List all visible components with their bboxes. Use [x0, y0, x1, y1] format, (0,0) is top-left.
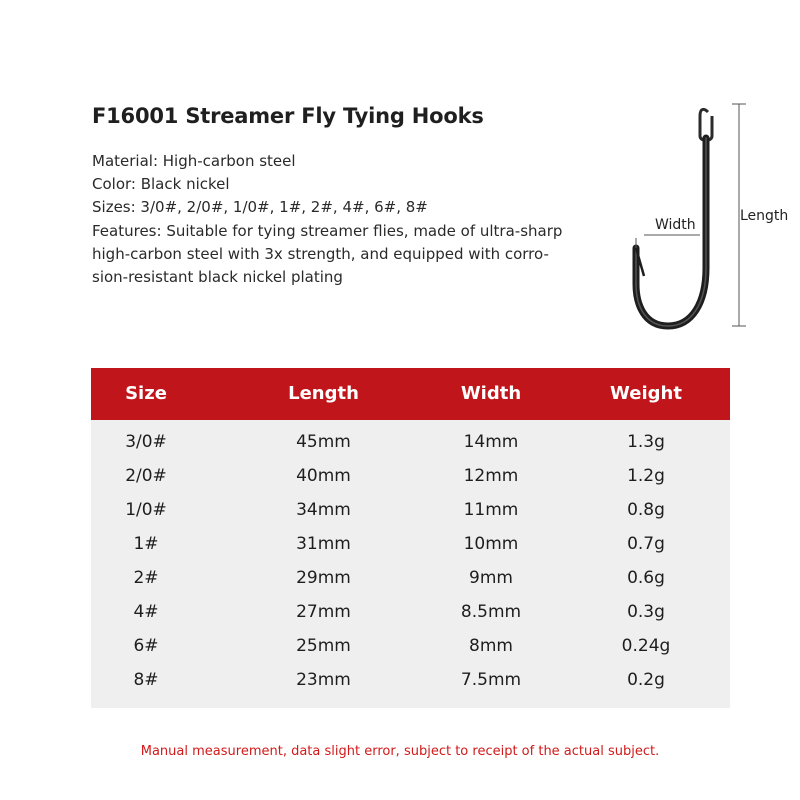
table-row: [91, 664, 730, 698]
cell-size: 2#: [133, 568, 159, 588]
cell-length: 27mm: [296, 602, 351, 622]
spec-features-line-1: Features: Suitable for tying streamer flies, made of ultra-sharp: [92, 221, 563, 240]
table-row: [91, 528, 730, 562]
disclaimer-note: Manual measurement, data slight error, subject to receipt of the actual subject.: [140, 744, 660, 759]
cell-width: 8mm: [469, 636, 513, 656]
cell-weight: 0.24g: [621, 636, 671, 656]
header-weight: Weight: [610, 383, 682, 404]
cell-width: 12mm: [463, 466, 519, 486]
cell-width: 8.5mm: [460, 602, 522, 622]
cell-length: 29mm: [296, 568, 351, 588]
cell-size: 8#: [133, 670, 159, 690]
cell-weight: 0.6g: [627, 568, 665, 588]
cell-length: 23mm: [296, 670, 351, 690]
cell-length: 40mm: [296, 466, 351, 486]
cell-size: 4#: [133, 602, 159, 622]
cell-length: 31mm: [296, 534, 351, 554]
spec-features-line-2: high-carbon steel with 3x strength, and equipped with corro-: [92, 244, 549, 263]
cell-size: 3/0#: [125, 432, 167, 452]
hook-diagram: [600, 98, 800, 338]
table-row: [91, 426, 730, 460]
spec-sizes: Sizes: 3/0#, 2/0#, 1/0#, 1#, 2#, 4#, 6#, 8#: [92, 198, 428, 217]
cell-size: 1/0#: [125, 500, 167, 520]
cell-size: 6#: [133, 636, 159, 656]
width-label: Width: [655, 217, 696, 233]
cell-width: 7.5mm: [460, 670, 522, 690]
cell-length: 45mm: [296, 432, 351, 452]
page-title: F16001 Streamer Fly Tying Hooks: [92, 104, 484, 128]
cell-width: 11mm: [463, 500, 519, 520]
table-row: [91, 562, 730, 596]
table-row: [91, 494, 730, 528]
cell-weight: 0.8g: [627, 500, 665, 520]
cell-size: 1#: [133, 534, 159, 554]
header-width: Width: [460, 383, 522, 404]
spec-features-line-3: sion-resistant black nickel plating: [92, 268, 343, 287]
table-row: [91, 460, 730, 494]
cell-width: 9mm: [469, 568, 513, 588]
cell-weight: 0.7g: [627, 534, 665, 554]
length-label: Length: [740, 208, 789, 224]
spec-list: [92, 150, 602, 289]
cell-width: 10mm: [463, 534, 519, 554]
spec-color: Color: Black nickel: [92, 175, 230, 194]
cell-weight: 0.3g: [627, 602, 665, 622]
spec-table: [91, 368, 730, 708]
table-row: [91, 596, 730, 630]
cell-length: 25mm: [296, 636, 351, 656]
header-size: Size: [125, 383, 167, 404]
cell-weight: 1.3g: [627, 432, 665, 452]
cell-size: 2/0#: [125, 466, 167, 486]
header-length: Length: [288, 383, 359, 404]
spec-material: Material: High-carbon steel: [92, 152, 296, 170]
cell-length: 34mm: [296, 500, 351, 520]
table-header: [91, 368, 730, 420]
cell-weight: 0.2g: [627, 670, 665, 690]
cell-width: 14mm: [463, 432, 519, 452]
cell-weight: 1.2g: [627, 466, 665, 486]
table-row: [91, 630, 730, 664]
